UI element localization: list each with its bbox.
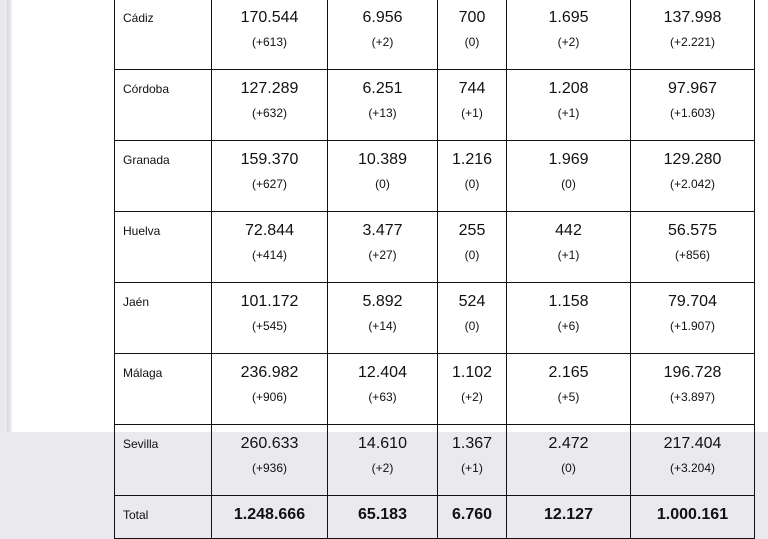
total-cell [212, 496, 328, 539]
cell-value: 5.892 [362, 293, 403, 310]
cell-daily-change: (+3.897) [669, 390, 716, 404]
cell-daily-change: (+545) [251, 319, 288, 333]
cell-daily-change: (+14) [368, 319, 397, 333]
table-cell [631, 425, 755, 496]
cell-value: 2.165 [548, 364, 589, 381]
table-cell [328, 212, 438, 283]
table-cell [212, 425, 328, 496]
table-cell [438, 425, 507, 496]
cell-daily-change: (0) [464, 319, 480, 333]
cell-daily-change: (+1) [557, 106, 580, 120]
document-page [12, 0, 768, 523]
total-cell [631, 496, 755, 539]
table-cell [328, 354, 438, 425]
table-cell [631, 0, 755, 70]
cell-daily-change: (+1) [461, 461, 483, 475]
cell-value: 127.289 [240, 80, 299, 97]
cell-daily-change: (+63) [368, 390, 397, 404]
table-cell [438, 212, 507, 283]
cell-daily-change: (+627) [251, 177, 288, 191]
table-cell [328, 70, 438, 141]
cell-daily-change: (0) [375, 177, 390, 191]
province-name: Cádiz [115, 0, 212, 70]
table-cell [328, 141, 438, 212]
cell-value: 72.844 [245, 222, 294, 239]
cell-value: 6.956 [362, 9, 403, 26]
table-cell [507, 141, 631, 212]
total-value: 12.127 [544, 506, 593, 523]
total-label: Total [115, 496, 212, 539]
table-cell [212, 283, 328, 354]
table-cell [438, 354, 507, 425]
table-cell [212, 70, 328, 141]
cell-value: 260.633 [240, 435, 299, 452]
cell-value: 170.544 [240, 9, 299, 26]
table-row [115, 425, 755, 496]
cell-value: 1.695 [548, 9, 589, 26]
cell-daily-change: (0) [464, 177, 480, 191]
table-cell [212, 212, 328, 283]
cell-value: 1.208 [548, 80, 589, 97]
cell-value: 255 [458, 222, 486, 239]
table-cell [631, 354, 755, 425]
cell-value: 700 [458, 9, 486, 26]
table-row [115, 70, 755, 141]
cell-daily-change: (+1.603) [669, 106, 716, 120]
table-row [115, 0, 755, 70]
cell-value: 1.216 [451, 151, 493, 168]
cell-value: 3.477 [362, 222, 403, 239]
cell-value: 236.982 [240, 364, 299, 381]
province-name: Córdoba [115, 70, 212, 141]
table-cell [507, 425, 631, 496]
cell-daily-change: (0) [561, 177, 576, 191]
table-row [115, 141, 755, 212]
table-row [115, 354, 755, 425]
cell-value: 442 [555, 222, 582, 239]
table-cell [328, 425, 438, 496]
cell-value: 101.172 [240, 293, 299, 310]
cell-daily-change: (+1) [461, 106, 483, 120]
cell-daily-change: (+906) [251, 390, 288, 404]
cell-daily-change: (0) [561, 461, 576, 475]
total-cell [507, 496, 631, 539]
table-cell [631, 283, 755, 354]
cell-value: 524 [458, 293, 486, 310]
cell-daily-change: (+936) [251, 461, 288, 475]
cell-value: 14.610 [358, 435, 407, 452]
cell-value: 137.998 [663, 9, 722, 26]
table-cell [438, 283, 507, 354]
total-cell [438, 496, 507, 539]
cell-daily-change: (0) [464, 248, 480, 262]
table-row [115, 212, 755, 283]
total-value: 6.760 [451, 506, 493, 523]
province-data-table [114, 0, 755, 539]
province-name: Jaén [115, 283, 212, 354]
cell-value: 10.389 [358, 151, 407, 168]
table-cell [507, 283, 631, 354]
table-cell [507, 70, 631, 141]
table-cell [507, 212, 631, 283]
total-row [115, 496, 755, 539]
cell-daily-change: (+2.042) [669, 177, 716, 191]
province-name: Málaga [115, 354, 212, 425]
province-name: Granada [115, 141, 212, 212]
cell-daily-change: (+5) [557, 390, 580, 404]
cell-daily-change: (+414) [251, 248, 288, 262]
table-cell [507, 0, 631, 70]
table-cell [212, 141, 328, 212]
table-cell [438, 141, 507, 212]
cell-value: 56.575 [668, 222, 717, 239]
cell-value: 97.967 [668, 80, 717, 97]
cell-daily-change: (0) [464, 35, 480, 49]
table-cell [328, 0, 438, 70]
cell-daily-change: (+13) [368, 106, 397, 120]
total-value: 65.183 [358, 506, 407, 523]
table-cell [507, 354, 631, 425]
cell-value: 1.102 [451, 364, 493, 381]
table-cell [212, 354, 328, 425]
cell-value: 2.472 [548, 435, 589, 452]
cell-value: 196.728 [663, 364, 722, 381]
cell-value: 217.404 [663, 435, 722, 452]
province-name: Sevilla [115, 425, 212, 496]
total-value: 1.248.666 [233, 506, 306, 523]
cell-daily-change: (+2) [371, 35, 394, 49]
table-cell [631, 212, 755, 283]
cell-daily-change: (+2) [557, 35, 580, 49]
table-cell [212, 0, 328, 70]
cell-daily-change: (+613) [251, 35, 288, 49]
cell-daily-change: (+6) [557, 319, 580, 333]
cell-value: 12.404 [358, 364, 407, 381]
cell-value: 1.969 [548, 151, 589, 168]
cell-daily-change: (+27) [368, 248, 397, 262]
province-name: Huelva [115, 212, 212, 283]
table-cell [438, 0, 507, 70]
cell-daily-change: (+1) [557, 248, 580, 262]
cell-daily-change: (+2) [371, 461, 394, 475]
table-cell [631, 70, 755, 141]
table-cell [328, 283, 438, 354]
cell-daily-change: (+3.204) [669, 461, 716, 475]
cell-daily-change: (+856) [674, 248, 711, 262]
cell-value: 129.280 [663, 151, 722, 168]
cell-value: 744 [458, 80, 486, 97]
table-cell [438, 70, 507, 141]
table-row [115, 283, 755, 354]
total-cell [328, 496, 438, 539]
cell-daily-change: (+632) [251, 106, 288, 120]
total-value: 1.000.161 [656, 506, 729, 523]
cell-value: 1.367 [451, 435, 493, 452]
cell-value: 6.251 [362, 80, 403, 97]
cell-value: 159.370 [240, 151, 299, 168]
cell-daily-change: (+2.221) [669, 35, 716, 49]
cell-daily-change: (+2) [461, 390, 483, 404]
table-cell [631, 141, 755, 212]
cell-value: 79.704 [668, 293, 717, 310]
cell-value: 1.158 [548, 293, 589, 310]
cell-daily-change: (+1.907) [669, 319, 716, 333]
